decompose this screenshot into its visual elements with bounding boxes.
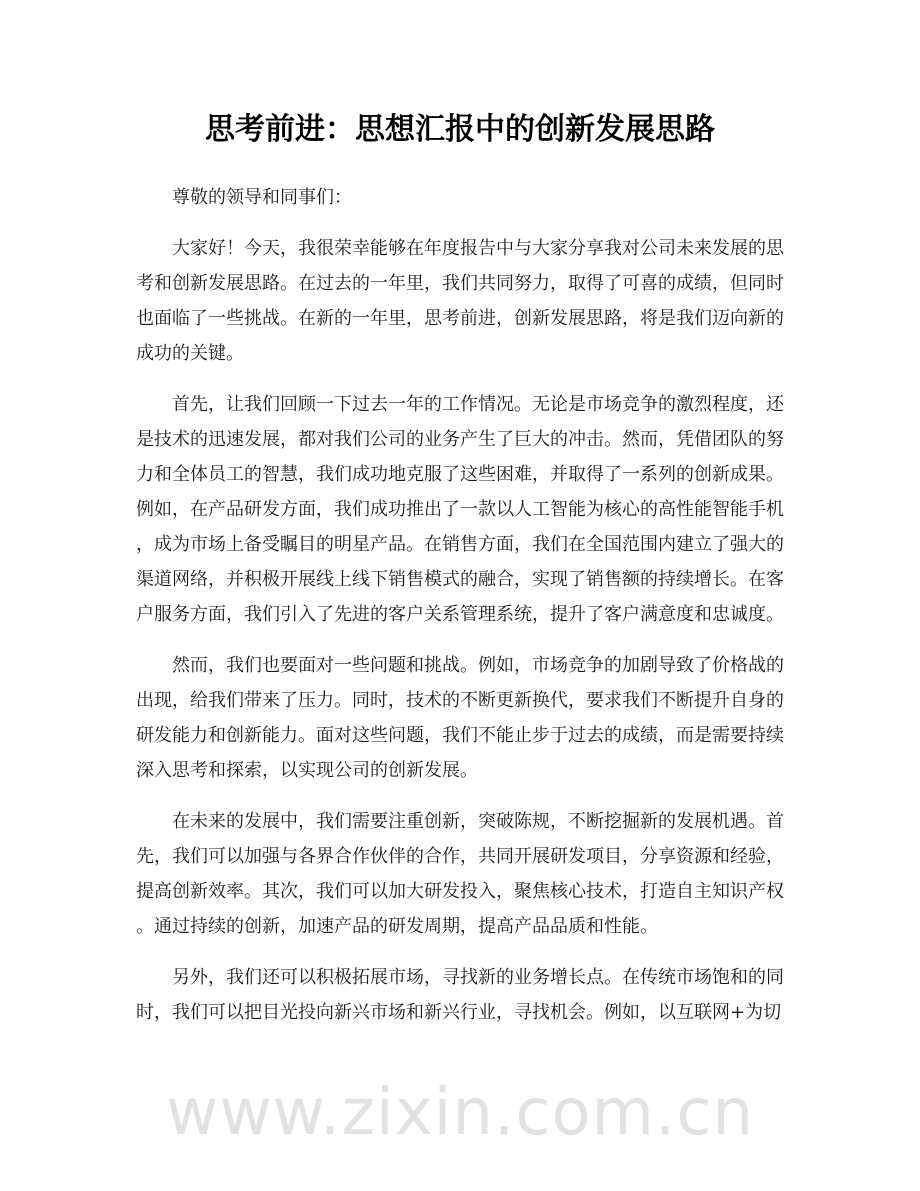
text-line: 是技术的迅速发展，都对我们公司的业务产生了巨大的冲击。然而，凭借团队的努 [136, 429, 784, 450]
text-line: 户服务方面，我们引入了先进的客户关系管理系统，提升了客户满意度和忠诚度。 [136, 604, 784, 625]
text-line: 在未来的发展中，我们需要注重创新，突破陈规，不断挖掘新的发展机遇。首 [172, 811, 784, 832]
text-line: 。通过持续的创新，加速产品的研发周期，提高产品品质和性能。 [136, 916, 658, 937]
text-line: 首先，让我们回顾一下过去一年的工作情况。无论是市场竞争的激烈程度，还 [172, 394, 784, 415]
text-line: 先，我们可以加强与各界合作伙伴的合作，共同开展研发项目，分享资源和经验， [136, 846, 784, 867]
text-line: 出现，给我们带来了压力。同时，技术的不断更新换代，要求我们不断提升自身的 [136, 690, 784, 711]
text-line: 例如，在产品研发方面，我们成功推出了一款以人工智能为核心的高性能智能手机 [136, 499, 784, 520]
document-title: 思考前进：思想汇报中的创新发展思路 [205, 112, 715, 147]
paragraph [136, 231, 796, 371]
text-line: 大家好！今天，我很荣幸能够在年度报告中与大家分享我对公司未来发展的思 [172, 238, 784, 259]
text-line: 另外，我们还可以积极拓展市场，寻找新的业务增长点。在传统市场饱和的同 [172, 967, 784, 988]
text-line: 也面临了一些挑战。在新的一年里，思考前进，创新发展思路，将是我们迈向新的 [136, 308, 784, 329]
paragraph [136, 387, 796, 632]
text-line: 提高创新效率。其次，我们可以加大研发投入，聚焦核心技术，打造自主知识产权 [136, 881, 784, 902]
text-line: 力和全体员工的智慧，我们成功地克服了这些困难，并取得了一系列的创新成果。 [136, 464, 784, 485]
text-line: 考和创新发展思路。在过去的一年里，我们共同努力，取得了可喜的成绩，但同时 [136, 273, 784, 294]
watermark: www.zixin.com.cn [165, 1076, 755, 1150]
paragraph [136, 648, 796, 788]
paragraph [136, 960, 796, 1030]
text-line: ，成为市场上备受瞩目的明星产品。在销售方面，我们在全国范围内建立了强大的 [136, 534, 784, 555]
text-line: 深入思考和探索，以实现公司的创新发展。 [136, 760, 478, 781]
text-line: 时，我们可以把目光投向新兴市场和新兴行业，寻找机会。例如，以互联网+为切 [136, 1002, 782, 1023]
text-line: 研发能力和创新能力。面对这些问题，我们不能止步于过去的成绩，而是需要持续 [136, 725, 784, 746]
paragraph [136, 804, 796, 944]
salutation [136, 180, 796, 215]
text-line: 尊敬的领导和同事们： [172, 187, 352, 208]
text-line: 然而，我们也要面对一些问题和挑战。例如，市场竞争的加剧导致了价格战的 [172, 655, 784, 676]
document-body [136, 180, 796, 1046]
text-line: 渠道网络，并积极开展线上线下销售模式的融合，实现了销售额的持续增长。在客 [136, 569, 784, 590]
text-line: 成功的关键。 [136, 343, 244, 364]
